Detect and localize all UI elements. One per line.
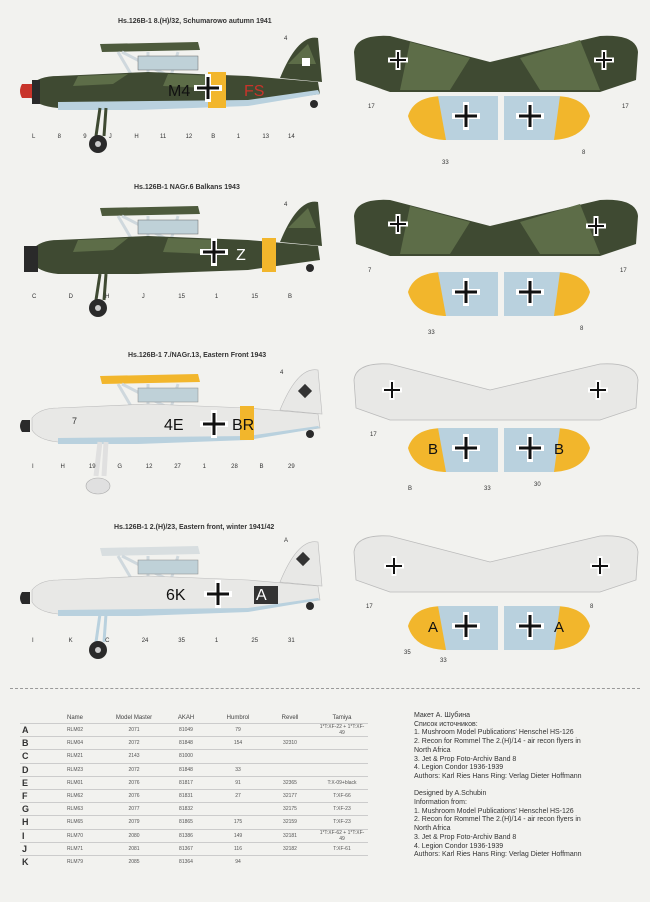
callout-label: 9 xyxy=(83,134,87,140)
table-cell: 2085 xyxy=(108,855,160,868)
table-cell: RLM63 xyxy=(42,803,108,816)
table-header-cell: Model Master xyxy=(115,714,153,721)
svg-text:17: 17 xyxy=(366,604,373,610)
info-line: Designed by A.Schubin xyxy=(414,790,487,798)
profile-3-side-view xyxy=(18,358,348,498)
code-right: FS xyxy=(244,83,265,100)
table-row xyxy=(20,842,368,855)
callout-label: I xyxy=(32,464,34,470)
table-cell xyxy=(212,750,264,763)
callout-label: 35 xyxy=(178,638,185,644)
table-cell xyxy=(264,750,316,763)
profile-4-caption: Hs.126B-1 2.(H)/23, Eastern front, winter 1941/42 xyxy=(114,524,275,531)
table-header-cell xyxy=(20,712,42,724)
svg-text:33: 33 xyxy=(442,160,449,166)
profile-3-under-wing-plan xyxy=(404,424,594,502)
table-cell: 32310 xyxy=(264,737,316,750)
table-cell xyxy=(264,724,316,737)
table-cell: 175 xyxy=(212,816,264,829)
table-cell: H xyxy=(20,816,42,829)
callout-label: C xyxy=(32,294,37,300)
table-row xyxy=(20,803,368,816)
table-cell: 2079 xyxy=(108,816,160,829)
table-cell: T:XF-66 xyxy=(316,789,368,802)
table-cell: RLM04 xyxy=(42,737,108,750)
table-cell: RLM02 xyxy=(42,724,108,737)
info-line: North Africa xyxy=(414,825,451,833)
profile-1-under-wing-plan xyxy=(404,92,594,170)
callout-label: J xyxy=(108,134,112,140)
table-cell: 1*T:XF-22 + 1*T:XF-49 xyxy=(316,724,368,737)
table-header-cell: Humbrol xyxy=(226,714,250,721)
svg-text:B: B xyxy=(554,441,565,458)
table-cell: 2080 xyxy=(108,829,160,842)
svg-text:17: 17 xyxy=(622,104,629,110)
top-tag: 4 xyxy=(284,36,288,42)
table-cell xyxy=(212,803,264,816)
svg-text:B: B xyxy=(428,441,439,458)
callout-label: K xyxy=(68,638,73,644)
svg-text:4: 4 xyxy=(280,370,284,376)
svg-text:30: 30 xyxy=(534,482,541,488)
callout-label: 25 xyxy=(251,638,259,644)
table-cell xyxy=(316,750,368,763)
svg-text:A: A xyxy=(284,538,289,544)
table-cell xyxy=(264,855,316,868)
callout-label: 27 xyxy=(174,464,181,470)
table-cell: F xyxy=(20,789,42,802)
info-line: Information from: xyxy=(414,799,467,807)
svg-text:33: 33 xyxy=(428,330,435,336)
callout-label: L xyxy=(32,134,36,140)
table-header-row xyxy=(20,712,368,724)
table-cell: RLM70 xyxy=(42,829,108,842)
table-cell: 2143 xyxy=(108,750,160,763)
table-cell: 1*T:XF-62 + 1*T:XF-49 xyxy=(316,829,368,842)
info-line: North Africa xyxy=(414,746,451,754)
svg-text:8: 8 xyxy=(580,326,584,332)
table-cell: 81848 xyxy=(160,763,212,776)
table-cell: 81848 xyxy=(160,737,212,750)
callout-label: J xyxy=(141,294,145,300)
table-row xyxy=(20,724,368,737)
info-line: 4. Legion Condor 1936-1939 xyxy=(414,764,504,772)
table-cell: 32182 xyxy=(264,842,316,855)
profile-1-side-view xyxy=(18,24,348,164)
callout-label: 1 xyxy=(214,294,219,300)
table-header-cell: Revell xyxy=(281,714,299,721)
svg-text:17: 17 xyxy=(370,432,377,438)
table-cell: 32175 xyxy=(264,803,316,816)
code-left: 4E xyxy=(164,417,184,434)
callout-label: 14 xyxy=(288,134,295,140)
table-cell: 81049 xyxy=(160,724,212,737)
profile-2-upper-wing-plan xyxy=(350,196,642,276)
callout-label: 8 xyxy=(57,134,61,140)
table-cell: 81865 xyxy=(160,816,212,829)
callout-label: 15 xyxy=(178,294,185,300)
section-divider xyxy=(10,688,640,689)
svg-text:17: 17 xyxy=(620,268,627,274)
callout-label: D xyxy=(68,294,73,300)
svg-text:33: 33 xyxy=(440,658,447,664)
table-row xyxy=(20,855,368,868)
info-line: Authors: Karl Ries Hans Ring: Verlag Dieter Hoffmann xyxy=(414,772,582,780)
callout-label: 1 xyxy=(202,464,207,470)
info-line: Authors: Karl Ries Hans Ring: Verlag Dieter Hoffmann xyxy=(414,851,582,859)
table-cell: 81367 xyxy=(160,842,212,855)
callout-label: 15 xyxy=(251,294,259,300)
table-cell: K xyxy=(20,855,42,868)
callout-label: H xyxy=(134,134,139,140)
callout-label: B xyxy=(288,294,293,300)
table-cell: 81000 xyxy=(160,750,212,763)
table-cell: E xyxy=(20,776,42,789)
callout-label: 12 xyxy=(185,134,193,140)
svg-text:8: 8 xyxy=(582,150,586,156)
table-row xyxy=(20,750,368,763)
code-left: M4 xyxy=(168,83,191,100)
info-line: Список источников: xyxy=(414,720,478,728)
svg-text:A: A xyxy=(428,619,439,636)
callout-label: G xyxy=(117,464,123,470)
callout-label: 28 xyxy=(231,464,238,470)
table-cell: 2081 xyxy=(108,842,160,855)
table-cell: 116 xyxy=(212,842,264,855)
table-row xyxy=(20,763,368,776)
profile-4-upper-wing-plan xyxy=(350,532,642,612)
table-cell: 32177 xyxy=(264,789,316,802)
info-line xyxy=(414,782,646,791)
table-row xyxy=(20,829,368,842)
table-cell: 2076 xyxy=(108,776,160,789)
table-row xyxy=(20,816,368,829)
table-cell: 33 xyxy=(212,763,264,776)
table-cell: 149 xyxy=(212,829,264,842)
callout-label: 11 xyxy=(160,134,167,140)
info-line: 2. Recon for Rommel The 2.(H)/14 - air recon flyers in xyxy=(414,816,581,824)
callout-label: B xyxy=(259,464,264,470)
callout-label: 1 xyxy=(214,638,219,644)
callout-label: 29 xyxy=(288,464,295,470)
callout-label: C xyxy=(105,638,110,644)
code-right: Z xyxy=(236,247,246,264)
info-line: 3. Jet & Prop Foto-Archiv Band 8 xyxy=(414,833,517,841)
info-line: 2. Recon for Rommel The 2.(H)/14 - air recon flyers in xyxy=(414,738,581,746)
svg-text:7: 7 xyxy=(368,268,372,274)
callout-label: I xyxy=(32,638,34,644)
table-cell: T:XF-61 xyxy=(316,842,368,855)
table-cell xyxy=(316,855,368,868)
table-cell xyxy=(316,737,368,750)
table-cell: 81386 xyxy=(160,829,212,842)
table-cell: RLM79 xyxy=(42,855,108,868)
svg-text:B: B xyxy=(408,486,413,492)
table-cell: D xyxy=(20,763,42,776)
table-cell: 81832 xyxy=(160,803,212,816)
callout-label: 13 xyxy=(262,134,270,140)
table-row xyxy=(20,737,368,750)
table-header-cell: AKAH xyxy=(177,714,195,721)
profile-2-under-wing-plan xyxy=(404,268,594,346)
table-cell: T:XF-23 xyxy=(316,803,368,816)
table-cell: 32159 xyxy=(264,816,316,829)
table-cell: 91 xyxy=(212,776,264,789)
table-cell: 32181 xyxy=(264,829,316,842)
table-cell: 81364 xyxy=(160,855,212,868)
info-line: Макет А. Шубина xyxy=(414,712,470,719)
table-cell: 2072 xyxy=(108,763,160,776)
table-header-cell: Name xyxy=(66,714,83,721)
code-right: BR xyxy=(232,417,255,434)
spinner xyxy=(20,84,32,98)
svg-text:4: 4 xyxy=(284,202,288,208)
svg-text:7: 7 xyxy=(72,416,78,426)
table-cell: 154 xyxy=(212,737,264,750)
table-cell: 94 xyxy=(212,855,264,868)
table-cell: 81831 xyxy=(160,789,212,802)
callout-label: 24 xyxy=(141,638,149,644)
code-left: 6K xyxy=(166,587,186,604)
table-cell: 2072 xyxy=(108,737,160,750)
svg-text:35: 35 xyxy=(404,650,411,656)
svg-text:A: A xyxy=(554,619,565,636)
table-cell: RLM23 xyxy=(42,763,108,776)
table-cell: 79 xyxy=(212,724,264,737)
table-cell: T:X-09+black xyxy=(316,776,368,789)
profile-3-caption: Hs.126B-1 7./NAGr.13, Eastern Front 1943 xyxy=(128,352,267,359)
table-cell: 32365 xyxy=(264,776,316,789)
info-sources xyxy=(414,712,646,860)
callout-label: H xyxy=(105,294,110,300)
table-row xyxy=(20,789,368,802)
table-header-cell: Tamiya xyxy=(332,714,352,721)
svg-text:17: 17 xyxy=(368,104,375,110)
info-line: 1. Mushroom Model Publications' Henschel HS-126 xyxy=(414,729,574,737)
callout-label: 19 xyxy=(88,464,96,470)
table-cell: RLM71 xyxy=(42,842,108,855)
callout-label: B xyxy=(211,134,216,140)
callout-label: 12 xyxy=(145,464,153,470)
table-cell: C xyxy=(20,750,42,763)
svg-text:33: 33 xyxy=(484,486,491,492)
info-line: 3. Jet & Prop Foto-Archiv Band 8 xyxy=(414,755,517,763)
table-cell xyxy=(264,763,316,776)
table-cell: RLM62 xyxy=(42,789,108,802)
table-cell: RLM65 xyxy=(42,816,108,829)
table-cell: A xyxy=(20,724,42,737)
svg-text:8: 8 xyxy=(590,604,594,610)
profile-2-side-view xyxy=(18,190,348,330)
profile-4-under-wing-plan xyxy=(404,602,594,680)
table-cell: 2076 xyxy=(108,789,160,802)
callout-label: 31 xyxy=(288,638,295,644)
profile-2-caption: Hs.126B-1 NAGr.6 Balkans 1943 xyxy=(134,184,240,191)
table-cell: RLM01 xyxy=(42,776,108,789)
table-cell: RLM21 xyxy=(42,750,108,763)
table-cell: I xyxy=(20,829,42,842)
callout-label: H xyxy=(60,464,65,470)
table-row xyxy=(20,776,368,789)
table-cell: 81817 xyxy=(160,776,212,789)
upper-wing xyxy=(100,42,200,52)
code-right: A xyxy=(256,587,267,604)
table-cell xyxy=(316,763,368,776)
table-cell: 2077 xyxy=(108,803,160,816)
table-cell: J xyxy=(20,842,42,855)
info-line: 4. Legion Condor 1936-1939 xyxy=(414,842,504,850)
profile-4-side-view xyxy=(18,530,348,670)
profile-1-caption: Hs.126B-1 8.(H)/32, Schumarowo autumn 1941 xyxy=(118,18,272,25)
table-cell: B xyxy=(20,737,42,750)
paint-color-table xyxy=(20,712,368,868)
callout-label: 1 xyxy=(236,134,241,140)
table-cell: G xyxy=(20,803,42,816)
table-cell: T:XF-23 xyxy=(316,816,368,829)
info-line: 1. Mushroom Model Publications' Henschel HS-126 xyxy=(414,807,574,815)
table-cell: 2071 xyxy=(108,724,160,737)
table-cell: 27 xyxy=(212,789,264,802)
